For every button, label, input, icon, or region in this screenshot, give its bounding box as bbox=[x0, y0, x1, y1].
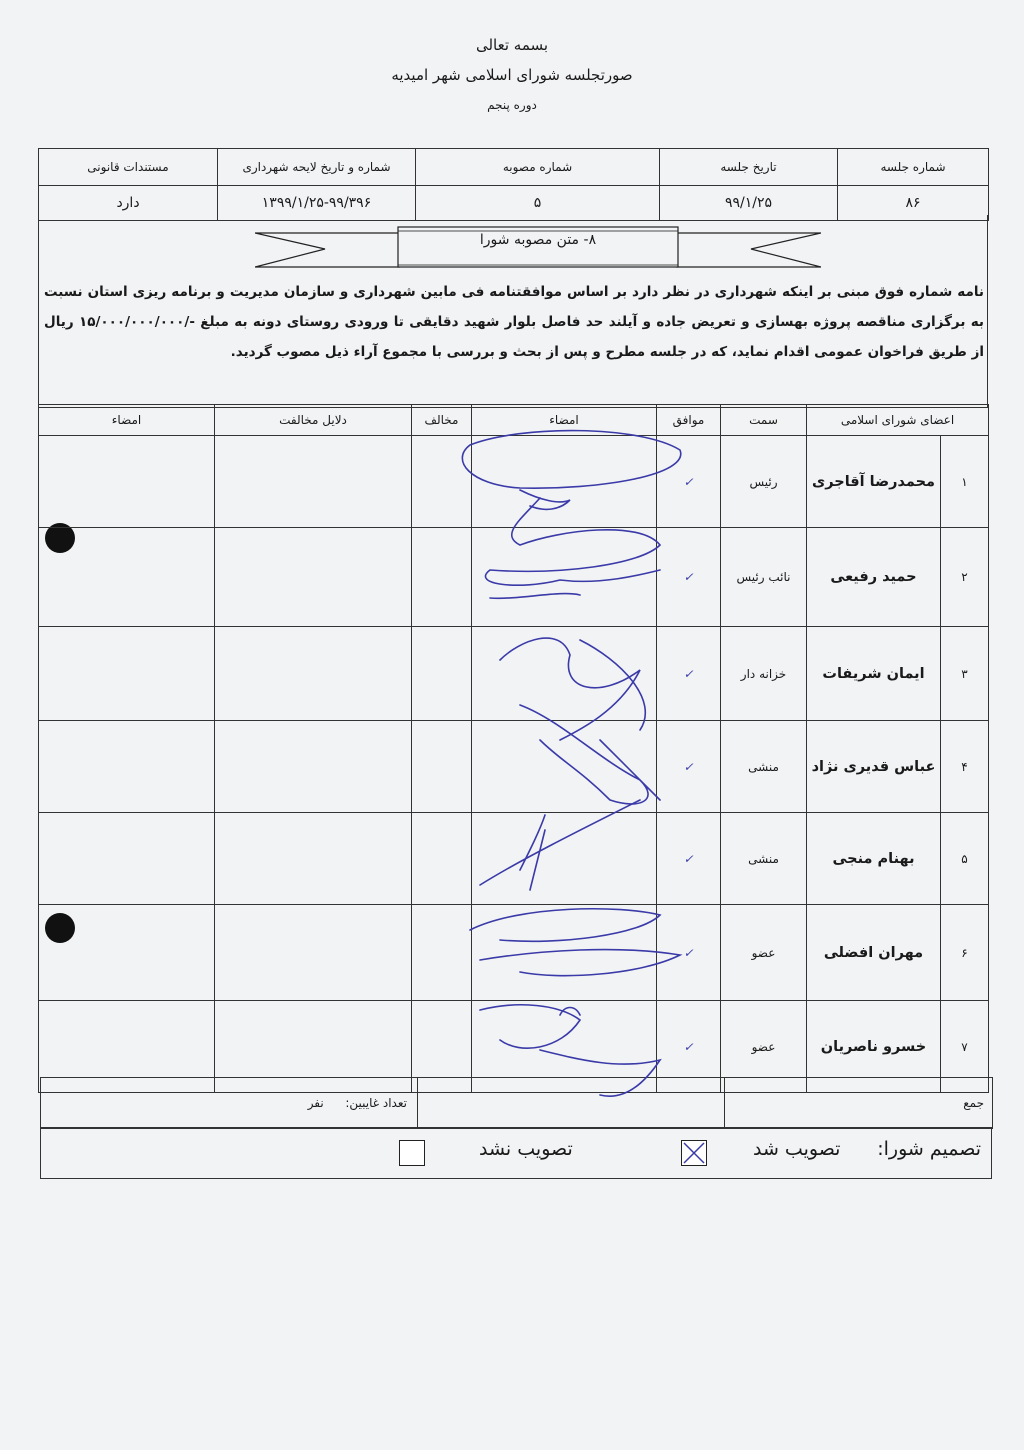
header-agree: موافق bbox=[657, 405, 721, 436]
signature-cell bbox=[472, 721, 657, 813]
disagree-cell bbox=[412, 528, 472, 627]
resolution-banner-title: ۸- متن مصوبه شورا bbox=[479, 232, 597, 248]
decision-label: تصمیم شورا: bbox=[877, 1138, 981, 1160]
agree-check: ✓ bbox=[657, 528, 721, 627]
member-name: ایمان شریفات bbox=[807, 627, 941, 721]
signature-cell-2 bbox=[39, 627, 215, 721]
disagree-reason-cell bbox=[215, 721, 412, 813]
signature-cell-2 bbox=[39, 905, 215, 1001]
signature-cell bbox=[472, 905, 657, 1001]
member-row bbox=[39, 436, 989, 528]
disagree-cell bbox=[412, 905, 472, 1001]
disagree-reason-cell bbox=[215, 905, 412, 1001]
council-members-table bbox=[38, 404, 989, 1093]
disagree-cell bbox=[412, 721, 472, 813]
member-role: نائب رئیس bbox=[721, 528, 807, 627]
member-name: خسرو ناصریان bbox=[807, 1001, 941, 1093]
disagree-cell bbox=[412, 813, 472, 905]
header-bill-number-date: شماره و تاریخ لایحه شهرداری bbox=[218, 149, 416, 186]
agree-check: ✓ bbox=[657, 436, 721, 528]
bismillah-heading: بسمه تعالی bbox=[475, 36, 549, 54]
header-session-number: شماره جلسه bbox=[838, 149, 989, 186]
approved-label: تصویب شد bbox=[753, 1138, 841, 1160]
member-number: ۷ bbox=[941, 1001, 989, 1093]
disagree-reason-cell bbox=[215, 436, 412, 528]
signature-cell bbox=[472, 436, 657, 528]
signature-cell-2 bbox=[39, 721, 215, 813]
legal-documents-value: دارد bbox=[39, 186, 218, 221]
header-disagree: مخالف bbox=[412, 405, 472, 436]
agree-check: ✓ bbox=[657, 1001, 721, 1093]
absent-cell bbox=[41, 1078, 418, 1129]
member-name: محمدرضا آقاجری bbox=[807, 436, 941, 528]
member-role: رئیس bbox=[721, 436, 807, 528]
header-signature: امضاء bbox=[472, 405, 657, 436]
signature-cell bbox=[472, 813, 657, 905]
approved-checkbox[interactable] bbox=[681, 1140, 707, 1166]
member-role: منشی bbox=[721, 813, 807, 905]
member-row bbox=[39, 905, 989, 1001]
rejected-checkbox[interactable] bbox=[399, 1140, 425, 1166]
agree-check: ✓ bbox=[657, 627, 721, 721]
header-signature-2: امضاء bbox=[39, 405, 215, 436]
resolution-body-text: نامه شماره فوق مبنی بر اینکه شهرداری در نظر دارد بر اساس موافقتنامه فی مابین شهرداری و سازمان مدیریت و برنامه ریزی استان نسبت به برگزاری مناقصه پروژه بهسازی و تعریض جاده و آیلند حد فاصل بلوار شهید دقایقی تا ورودی روستای دونه به مبلغ -/۱۵/۰۰۰/۰۰۰/۰۰۰ ریال از طریق فراخوان عمومی اقدام نماید، که در جلسه مطرح و پس از بحث و بررسی با مجموع آراء ذیل مصوب گردید. bbox=[44, 284, 984, 360]
rejected-label: تصویب نشد bbox=[479, 1138, 573, 1160]
member-number: ۵ bbox=[941, 813, 989, 905]
document-title: صورتجلسه شورای اسلامی شهر امیدیه bbox=[391, 66, 633, 84]
member-role: منشی bbox=[721, 721, 807, 813]
resolution-number-value: ۵ bbox=[416, 186, 660, 221]
signature-cell bbox=[472, 528, 657, 627]
bill-number-date-value: ۱۳۹۹/۱/۲۵-۹۹/۳۹۶ bbox=[218, 186, 416, 221]
absent-unit: نفر bbox=[307, 1096, 324, 1110]
member-name: مهران افضلی bbox=[807, 905, 941, 1001]
member-row bbox=[39, 528, 989, 627]
agree-check: ✓ bbox=[657, 813, 721, 905]
agree-check: ✓ bbox=[657, 721, 721, 813]
member-number: ۶ bbox=[941, 905, 989, 1001]
member-role: عضو bbox=[721, 905, 807, 1001]
member-number: ۳ bbox=[941, 627, 989, 721]
member-number: ۴ bbox=[941, 721, 989, 813]
session-date-value: ۹۹/۱/۲۵ bbox=[660, 186, 838, 221]
agree-check: ✓ bbox=[657, 905, 721, 1001]
member-role: عضو bbox=[721, 1001, 807, 1093]
session-info-table bbox=[38, 148, 989, 221]
disagree-reason-cell bbox=[215, 627, 412, 721]
sum-label: جمع bbox=[963, 1096, 984, 1110]
header-legal-documents: مستندات قانونی bbox=[39, 149, 218, 186]
period-subtitle: دوره پنجم bbox=[487, 98, 537, 112]
session-number-value: ۸۶ bbox=[838, 186, 989, 221]
member-name: حمید رفیعی bbox=[807, 528, 941, 627]
totals-table bbox=[40, 1077, 993, 1129]
header-resolution-number: شماره مصوبه bbox=[416, 149, 660, 186]
header-session-date: تاریخ جلسه bbox=[660, 149, 838, 186]
absent-label: تعداد غایبین: bbox=[345, 1096, 407, 1110]
council-decision-row bbox=[40, 1127, 992, 1179]
disagree-cell bbox=[412, 627, 472, 721]
header-role: سمت bbox=[721, 405, 807, 436]
disagree-reason-cell bbox=[215, 813, 412, 905]
signature-cell-2 bbox=[39, 436, 215, 528]
checkbox-x-mark-icon bbox=[682, 1141, 706, 1165]
header-disagree-reasons: دلایل مخالفت bbox=[215, 405, 412, 436]
votes-cell bbox=[418, 1078, 725, 1129]
disagree-reason-cell bbox=[215, 528, 412, 627]
member-role: خزانه دار bbox=[721, 627, 807, 721]
member-name: عباس قدیری نژاد bbox=[807, 721, 941, 813]
header-members: اعضای شورای اسلامی bbox=[807, 405, 989, 436]
member-number: ۱ bbox=[941, 436, 989, 528]
member-name: بهنام منجی bbox=[807, 813, 941, 905]
signature-cell bbox=[472, 627, 657, 721]
sum-cell bbox=[725, 1078, 993, 1129]
member-number: ۲ bbox=[941, 528, 989, 627]
disagree-cell bbox=[412, 436, 472, 528]
signature-cell-2 bbox=[39, 813, 215, 905]
signature-cell-2 bbox=[39, 528, 215, 627]
member-row bbox=[39, 627, 989, 721]
member-row bbox=[39, 721, 989, 813]
member-row bbox=[39, 813, 989, 905]
